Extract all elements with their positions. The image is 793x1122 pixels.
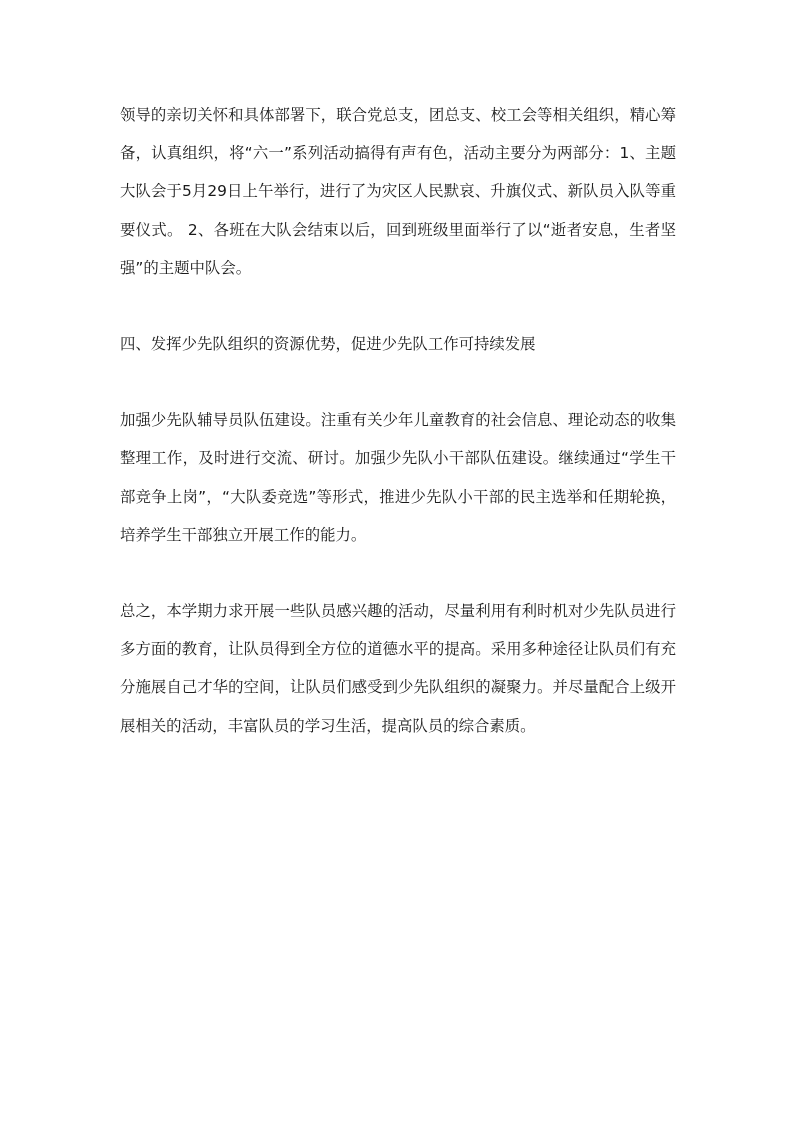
paragraph-gap — [120, 554, 676, 592]
paragraph-activities: 领导的亲切关怀和具体部署下，联合党总支，团总支、校工会等相关组织，精心筹备，认真组织，将“六一”系列活动搞得有声有色，活动主要分为两部分：1、主题大队会于5月29日上午举行，进行了为灾区人民默哀、升旗仪式、新队员入队等重要仪式。 2、各班在大队会结束以后，回到班级里面举行了以“逝者安息，生者坚强”的主题中队会。 — [120, 106, 676, 277]
document-body — [120, 96, 676, 745]
paragraph-team-building: 加强少先队辅导员队伍建设。注重有关少年儿童教育的社会信息、理论动态的收集整理工作，及时进行交流、研讨。加强少先队小干部队伍建设。继续通过“学生干部竞争上岗”，“大队委竞选”等形式，推进少先队小干部的民主选举和任期轮换，培养学生干部独立开展工作的能力。 — [120, 411, 676, 544]
paragraph-gap — [120, 287, 676, 325]
paragraph-gap — [120, 363, 676, 401]
paragraph-summary: 总之，本学期力求开展一些队员感兴趣的活动，尽量利用有利时机对少先队员进行多方面的教育，让队员得到全方位的道德水平的提高。采用多种途径让队员们有充分施展自己才华的空间，让队员们感受到少先队组织的凝聚力。并尽量配合上级开展相关的活动，丰富队员的学习生活，提高队员的综合素质。 — [120, 602, 676, 735]
section-heading-four: 四、发挥少先队组织的资源优势，促进少先队工作可持续发展 — [120, 335, 536, 354]
